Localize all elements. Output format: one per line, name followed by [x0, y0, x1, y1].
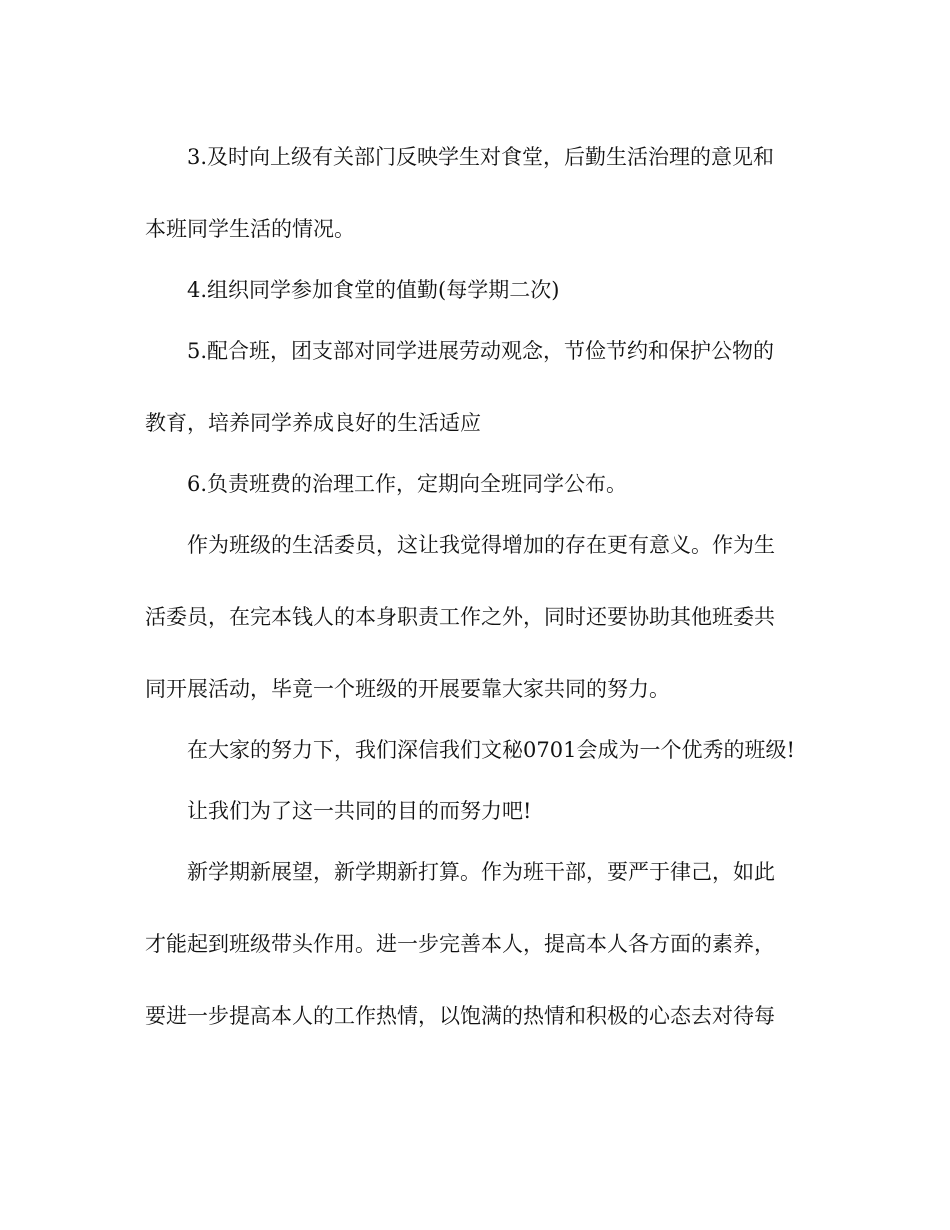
- paragraph-line-body-1: 作为班级的生活委员，这让我觉得增加的存在更有意义。作为生: [187, 533, 775, 557]
- paragraph-line-body-1-cont-2: 同开展活动，毕竟一个班级的开展要靠大家共同的努力。: [145, 677, 670, 701]
- paragraph-line-item-4: 4.组织同学参加食堂的值勤(每学期二次): [187, 278, 560, 302]
- paragraph-line-body-4-cont-1: 才能起到班级带头作用。进一步完善本人，提高本人各方面的素养，: [145, 932, 775, 956]
- paragraph-line-body-2: 在大家的努力下，我们深信我们文秘0701会成为一个优秀的班级!: [187, 738, 795, 762]
- paragraph-line-item-5: 5.配合班，团支部对同学进展劳动观念，节俭节约和保护公物的: [187, 339, 775, 363]
- paragraph-line-body-1-cont-1: 活委员，在完本钱人的本身职责工作之外，同时还要协助其他班委共: [145, 605, 775, 629]
- paragraph-line-body-4-cont-2: 要进一步提高本人的工作热情，以饱满的热情和积极的心态去对待每: [145, 1004, 775, 1028]
- paragraph-line-item-5-cont: 教育，培养同学养成良好的生活适应: [145, 411, 481, 435]
- paragraph-line-item-6: 6.负责班费的治理工作，定期向全班同学公布。: [187, 472, 628, 496]
- paragraph-line-item-3: 3.及时向上级有关部门反映学生对食堂，后勤生活治理的意见和: [187, 145, 775, 169]
- paragraph-line-item-3-cont: 本班同学生活的情况。: [145, 217, 355, 241]
- paragraph-line-body-3: 让我们为了这一共同的目的而努力吧!: [187, 799, 532, 823]
- paragraph-line-body-4: 新学期新展望，新学期新打算。作为班干部，要严于律己，如此: [187, 860, 775, 884]
